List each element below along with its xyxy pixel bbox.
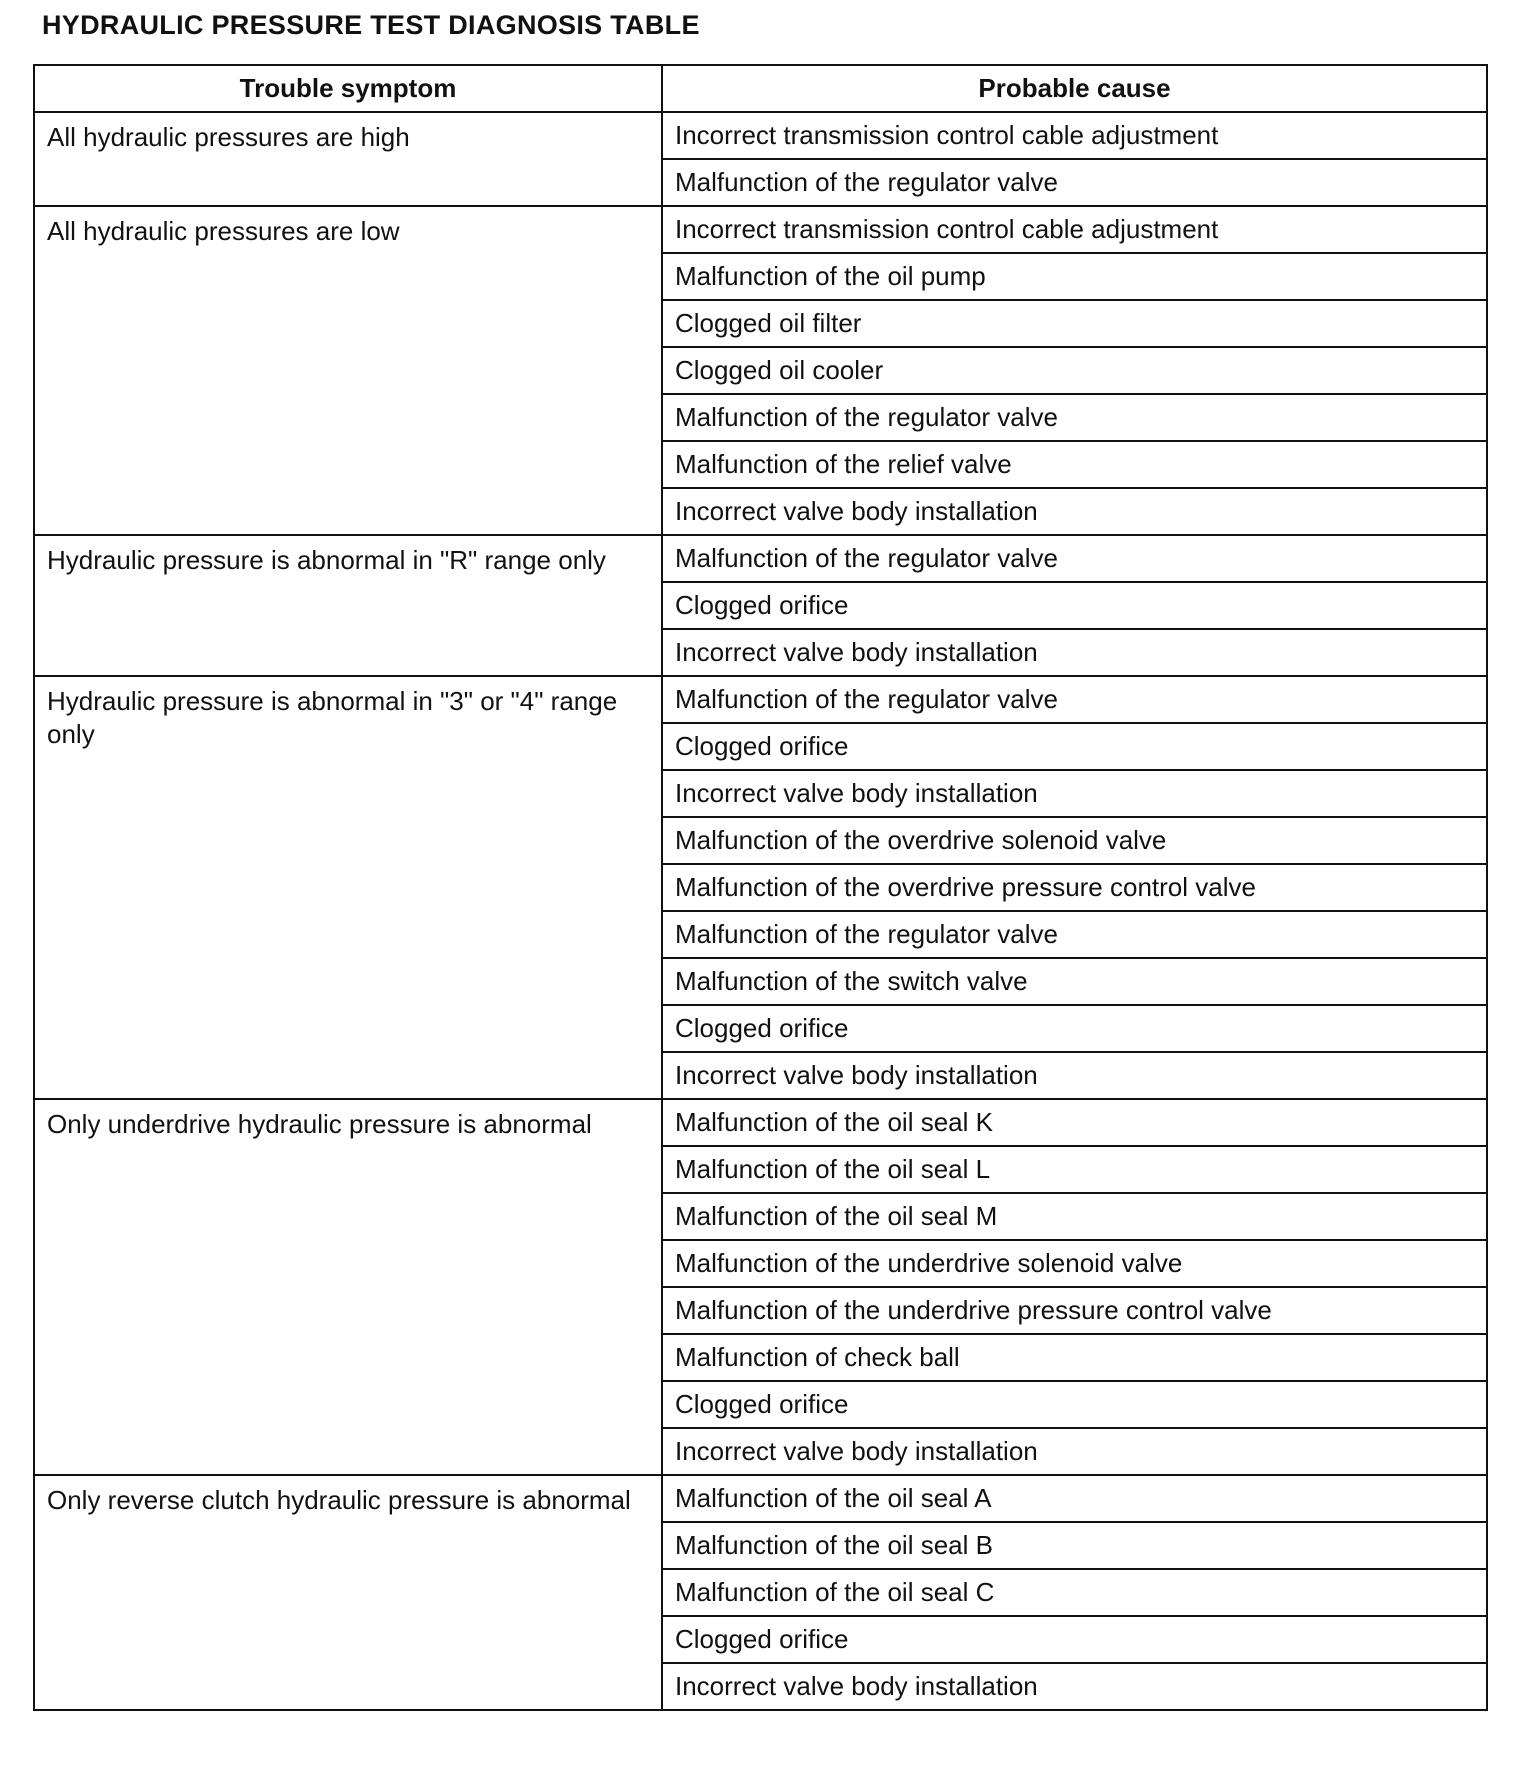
diagnosis-table: [33, 64, 1488, 1711]
trouble-symptom-cell: Hydraulic pressure is abnormal in "3" or "4" range only: [34, 676, 662, 1099]
table-row: [34, 676, 1487, 723]
probable-cause-cell: Malfunction of the oil seal K: [662, 1099, 1487, 1146]
trouble-symptom-cell: Only reverse clutch hydraulic pressure is abnormal: [34, 1475, 662, 1710]
probable-cause-cell: Clogged orifice: [662, 1381, 1487, 1428]
probable-cause-cell: Malfunction of the oil seal B: [662, 1522, 1487, 1569]
probable-cause-cell: Malfunction of the oil pump: [662, 253, 1487, 300]
probable-cause-cell: Malfunction of the regulator valve: [662, 159, 1487, 206]
probable-cause-cell: Malfunction of the overdrive pressure control valve: [662, 864, 1487, 911]
probable-cause-cell: Incorrect transmission control cable adjustment: [662, 112, 1487, 159]
trouble-symptom-cell: Hydraulic pressure is abnormal in "R" range only: [34, 535, 662, 676]
probable-cause-cell: Incorrect valve body installation: [662, 1428, 1487, 1475]
header-row: [34, 65, 1487, 112]
probable-cause-cell: Clogged orifice: [662, 1616, 1487, 1663]
probable-cause-cell: Malfunction of the oil seal A: [662, 1475, 1487, 1522]
probable-cause-cell: Clogged oil filter: [662, 300, 1487, 347]
probable-cause-cell: Malfunction of the overdrive solenoid valve: [662, 817, 1487, 864]
probable-cause-cell: Incorrect valve body installation: [662, 1052, 1487, 1099]
probable-cause-cell: Malfunction of the oil seal L: [662, 1146, 1487, 1193]
probable-cause-cell: Clogged orifice: [662, 582, 1487, 629]
table-body: [34, 112, 1487, 1710]
probable-cause-cell: Incorrect valve body installation: [662, 629, 1487, 676]
table-row: [34, 535, 1487, 582]
table-row: [34, 206, 1487, 253]
table-row: [34, 1099, 1487, 1146]
column-header-symptom: Trouble symptom: [34, 65, 662, 112]
column-header-cause: Probable cause: [662, 65, 1487, 112]
probable-cause-cell: Malfunction of the regulator valve: [662, 535, 1487, 582]
probable-cause-cell: Incorrect valve body installation: [662, 488, 1487, 535]
probable-cause-cell: Clogged orifice: [662, 723, 1487, 770]
table-row: [34, 112, 1487, 159]
probable-cause-cell: Incorrect valve body installation: [662, 770, 1487, 817]
probable-cause-cell: Incorrect transmission control cable adjustment: [662, 206, 1487, 253]
probable-cause-cell: Malfunction of the regulator valve: [662, 676, 1487, 723]
trouble-symptom-cell: Only underdrive hydraulic pressure is abnormal: [34, 1099, 662, 1475]
probable-cause-cell: Incorrect valve body installation: [662, 1663, 1487, 1710]
probable-cause-cell: Malfunction of check ball: [662, 1334, 1487, 1381]
probable-cause-cell: Malfunction of the underdrive solenoid valve: [662, 1240, 1487, 1287]
probable-cause-cell: Malfunction of the regulator valve: [662, 911, 1487, 958]
probable-cause-cell: Malfunction of the relief valve: [662, 441, 1487, 488]
probable-cause-cell: Malfunction of the regulator valve: [662, 394, 1487, 441]
table-row: [34, 1475, 1487, 1522]
probable-cause-cell: Clogged oil cooler: [662, 347, 1487, 394]
probable-cause-cell: Malfunction of the oil seal C: [662, 1569, 1487, 1616]
page-title: HYDRAULIC PRESSURE TEST DIAGNOSIS TABLE: [42, 10, 700, 40]
trouble-symptom-cell: All hydraulic pressures are high: [34, 112, 662, 206]
probable-cause-cell: Malfunction of the underdrive pressure control valve: [662, 1287, 1487, 1334]
trouble-symptom-cell: All hydraulic pressures are low: [34, 206, 662, 535]
probable-cause-cell: Clogged orifice: [662, 1005, 1487, 1052]
probable-cause-cell: Malfunction of the oil seal M: [662, 1193, 1487, 1240]
probable-cause-cell: Malfunction of the switch valve: [662, 958, 1487, 1005]
